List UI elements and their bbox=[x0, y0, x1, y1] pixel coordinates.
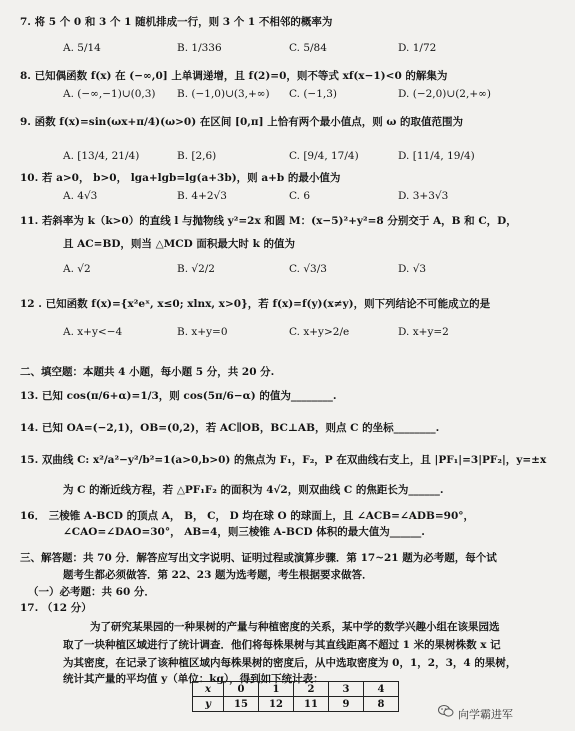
table-row bbox=[193, 697, 399, 712]
question-11-stem: 11. 若斜率为 k（k>0）的直线 l 与抛物线 y²=2x 和圆 M：(x−5)²+y²=8 分别交于 A，B 和 C，D， bbox=[20, 215, 517, 227]
question-11-stem-line2: 且 AC=BD，则当 △MCD 面积最大时 k 的值为 bbox=[63, 238, 295, 250]
q12-option-a: A. x+y<−4 bbox=[63, 326, 123, 338]
q7-option-c: C. 5/84 bbox=[289, 42, 327, 54]
wechat-icon bbox=[438, 704, 454, 718]
q11-option-c: C. √3/3 bbox=[289, 263, 327, 275]
q10-option-c: C. 6 bbox=[289, 190, 311, 202]
question-17-para-4: 统计其产量的平均值 y（单位：kg），得到如下统计表： bbox=[63, 673, 324, 685]
q10-option-a: A. 4√3 bbox=[63, 190, 98, 202]
q9-option-a: A. [13/4, 21/4) bbox=[63, 150, 140, 162]
table-cell: x bbox=[193, 682, 224, 697]
q10-option-b: B. 4+2√3 bbox=[177, 190, 227, 202]
question-17-para-2: 取了一块种植区域进行了统计调查．他们将每株果树与其直线距离不超过 1 米的果树株数 x 记 bbox=[63, 639, 501, 651]
q7-option-d: D. 1/72 bbox=[398, 42, 437, 54]
q10-option-d: D. 3+3√3 bbox=[398, 190, 449, 202]
q11-option-d: D. √3 bbox=[398, 263, 427, 275]
question-15-line2: 为 C 的渐近线方程，若 △PF₁F₂ 的面积为 4√2，则双曲线 C 的焦距长为______. bbox=[63, 484, 444, 496]
q8-option-d: D. (−2,0)∪(2,+∞) bbox=[398, 88, 491, 100]
question-12-stem: 12 . 已知函数 f(x)={x²eˣ, x≤0; xlnx, x>0}，若 f(x)=f(y)(x≠y)，则下列结论不可能成立的是 bbox=[20, 298, 491, 310]
table-cell: 1 bbox=[259, 682, 294, 697]
table-cell: 8 bbox=[364, 697, 399, 712]
q12-option-b: B. x+y=0 bbox=[177, 326, 228, 338]
statistics-table bbox=[192, 681, 399, 712]
question-10-stem: 10. 若 a>0， b>0， lga+lgb=lg(a+3b)，则 a+b 的最小值为 bbox=[20, 172, 341, 184]
section-3-title-line2: 题考生都必须做答．第 22、23 题为选考题，考生根据要求做答． bbox=[63, 569, 373, 581]
q11-option-a: A. √2 bbox=[63, 263, 91, 275]
section-3-title-line1: 三、解答题：共 70 分．解答应写出文字说明、证明过程或演算步骤．第 17~21 题为必考题，每个试 bbox=[20, 552, 497, 564]
question-17-header: 17. （12 分） bbox=[20, 602, 92, 614]
q9-option-d: D. [11/4, 19/4) bbox=[398, 150, 475, 162]
table-cell: 15 bbox=[224, 697, 259, 712]
q11-option-b: B. √2/2 bbox=[177, 263, 215, 275]
question-9-stem: 9. 函数 f(x)=sin(ωx+π/4)(ω>0) 在区间 [0,π] 上恰有两个最小值点，则 ω 的取值范围为 bbox=[20, 116, 464, 128]
question-16-line1: 16． 三棱锥 A-BCD 的顶点 A， B， C， D 均在球 O 的球面上，且 ∠ACB=∠ADB=90°， bbox=[20, 510, 475, 522]
section-2-title: 二、填空题：本题共 4 小题，每小题 5 分，共 20 分. bbox=[20, 366, 275, 378]
section-3-required: （一）必考题：共 60 分． bbox=[28, 586, 155, 598]
q8-option-a: A. (−∞,−1)∪(0,3) bbox=[63, 88, 156, 100]
table-cell: 12 bbox=[259, 697, 294, 712]
table-cell: 2 bbox=[294, 682, 329, 697]
table-cell: 9 bbox=[329, 697, 364, 712]
q8-option-c: C. (−1,3) bbox=[289, 88, 338, 100]
q9-option-b: B. [2,6) bbox=[177, 150, 217, 162]
watermark-text: 向学霸进军 bbox=[458, 708, 513, 721]
q7-option-b: B. 1/336 bbox=[177, 42, 222, 54]
table-cell: 0 bbox=[224, 682, 259, 697]
q9-option-c: C. [9/4, 17/4) bbox=[289, 150, 359, 162]
table-row bbox=[193, 682, 399, 697]
q7-option-a: A. 5/14 bbox=[63, 42, 101, 54]
table-cell: 3 bbox=[329, 682, 364, 697]
table-cell: y bbox=[193, 697, 224, 712]
question-17-para-3: 为其密度，在记录了该种植区域内每株果树的密度后，从中选取密度为 0，1，2，3，4 的果树， bbox=[63, 657, 517, 669]
question-15-line1: 15. 双曲线 C: x²/a²−y²/b²=1(a>0,b>0) 的焦点为 F₁，F₂，P 在双曲线右支上，且 |PF₁|=3|PF₂|，y=±x bbox=[20, 454, 547, 466]
question-7-stem: 7. 将 5 个 0 和 3 个 1 随机排成一行，则 3 个 1 不相邻的概率为 bbox=[20, 16, 333, 28]
table-cell: 11 bbox=[294, 697, 329, 712]
question-17-para-1: 为了研究某果园的一种果树的产量与种植密度的关系，某中学的数学兴趣小组在该果园选 bbox=[90, 621, 500, 633]
question-14: 14. 已知 OA=(−2,1)，OB=(0,2)，若 AC∥OB，BC⊥AB，则点 C 的坐标________. bbox=[20, 422, 440, 434]
table-cell: 4 bbox=[364, 682, 399, 697]
question-16-line2: ∠CAO=∠DAO=30°， AB=4，则三棱锥 A-BCD 体积的最大值为______. bbox=[63, 526, 425, 538]
q12-option-c: C. x+y>2/e bbox=[289, 326, 350, 338]
question-8-stem: 8. 已知偶函数 f(x) 在 (−∞,0] 上单调递增，且 f(2)=0，则不等式 xf(x−1)<0 的解集为 bbox=[20, 70, 448, 82]
question-13: 13. 已知 cos(π/6+α)=1/3，则 cos(5π/6−α) 的值为________. bbox=[20, 390, 337, 402]
q8-option-b: B. (−1,0)∪(3,+∞) bbox=[177, 88, 270, 100]
q12-option-d: D. x+y=2 bbox=[398, 326, 449, 338]
